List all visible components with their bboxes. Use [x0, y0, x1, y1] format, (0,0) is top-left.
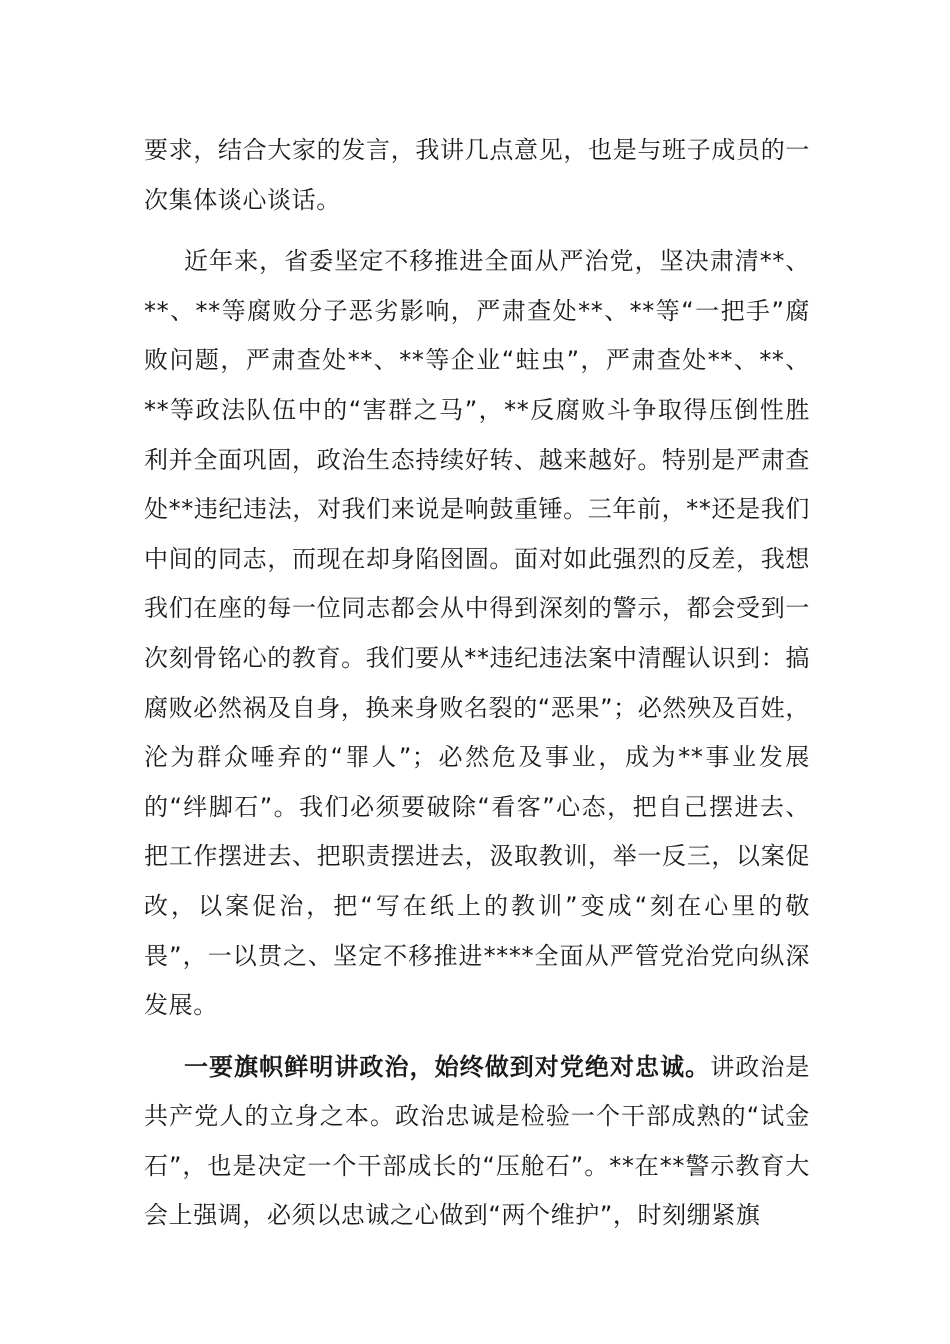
- paragraph-continuation: 要求，结合大家的发言，我讲几点意见，也是与班子成员的一次集体谈心谈话。: [144, 136, 810, 214]
- document-body: [144, 126, 810, 1241]
- paragraph-body-text: 讲政治是共产党人的立身之本。政治忠诚是检验一个干部成熟的“试金石”，也是决定一个干部成长的“压舱石”。**在**警示教育大会上强调，必须以忠诚之心做到“两个维护”，时刻绷紧旗: [144, 1052, 810, 1230]
- paragraph-lead-heading: 一要旗帜鲜明讲政治，始终做到对党绝对忠诚。: [184, 1052, 711, 1081]
- paragraph-anti-corruption: 近年来，省委坚定不移推进全面从严治党，坚决肃清**、**、**等腐败分子恶劣影响，严肃查处**、**等“一把手”腐败问题，严肃查处**、**等企业“蛀虫”，严肃查处**、**、**等政法队伍中的“害群之马”，**反腐败斗争取得压倒性胜利并全面巩固，政治生态持续好转、越来越好。特别是严肃查处**违纪违法，对我们来说是响鼓重锤。三年前，**还是我们中间的同志，而现在却身陷囹圄。面对如此强烈的反差，我想我们在座的每一位同志都会从中得到深刻的警示，都会受到一次刻骨铭心的教育。我们要从**违纪违法案中清醒认识到：搞腐败必然祸及自身，换来身败名裂的“恶果”；必然殃及百姓，沦为群众唾弃的“罪人”；必然危及事业，成为**事业发展的“绊脚石”。我们必须要破除“看客”心态，把自己摆进去、把工作摆进去、把职责摆进去，汲取教训，举一反三，以案促改，以案促治，把“写在纸上的教训”变成“刻在心里的敬畏”，一以贯之、坚定不移推进****全面从严管党治党向纵深发展。: [144, 247, 810, 1020]
- paragraph-political-loyalty: [144, 1043, 810, 1241]
